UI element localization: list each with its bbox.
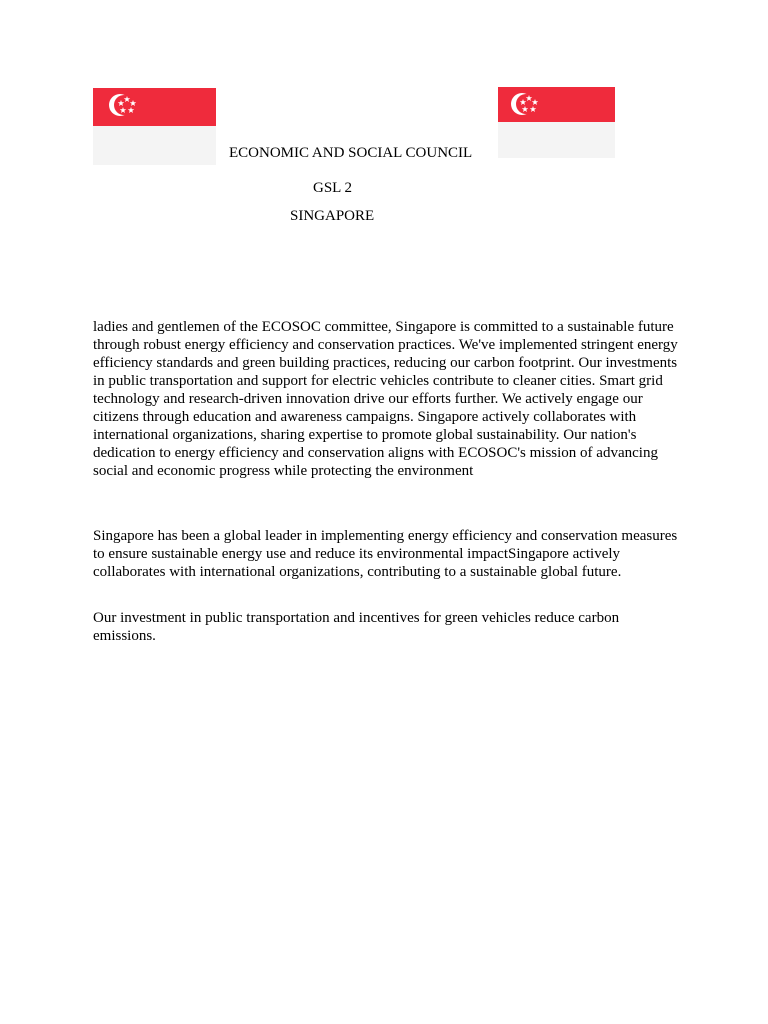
council-title: ECONOMIC AND SOCIAL COUNCIL (229, 145, 473, 161)
singapore-flag-icon (93, 88, 216, 165)
committee-title: GSL 2 (313, 180, 353, 196)
singapore-flag-icon (498, 87, 615, 158)
paragraph-leadership: Singapore has been a global leader in implementing energy efficiency and conservation measures to ensure sustainable energy use and reduce its environmental impactSingapore actively collaborates with international organizations, contributing to a sustainable global future. (93, 528, 678, 580)
country-title: SINGAPORE (290, 208, 375, 224)
paragraph-intro: ladies and gentlemen of the ECOSOC committee, Singapore is committed to a sustainable future through robust energy efficiency and conservation practices. We've implemented stringent energy efficiency standards and green building practices, reducing our carbon footprint. Our investments in public transportation and support for electric vehicles contribute to cleaner cities. Smart grid technology and research-driven innovation drive our efforts further. We actively engage our citizens through education and awareness campaigns. Singapore actively collaborates with international organizations, sharing expertise to promote global sustainability. Our nation's dedication to energy efficiency and conservation aligns with ECOSOC's mission of advancing social and economic progress while protecting the environment (93, 319, 678, 479)
paragraph-transport: Our investment in public transportation and incentives for green vehicles reduce carbon emissions. (93, 610, 620, 644)
